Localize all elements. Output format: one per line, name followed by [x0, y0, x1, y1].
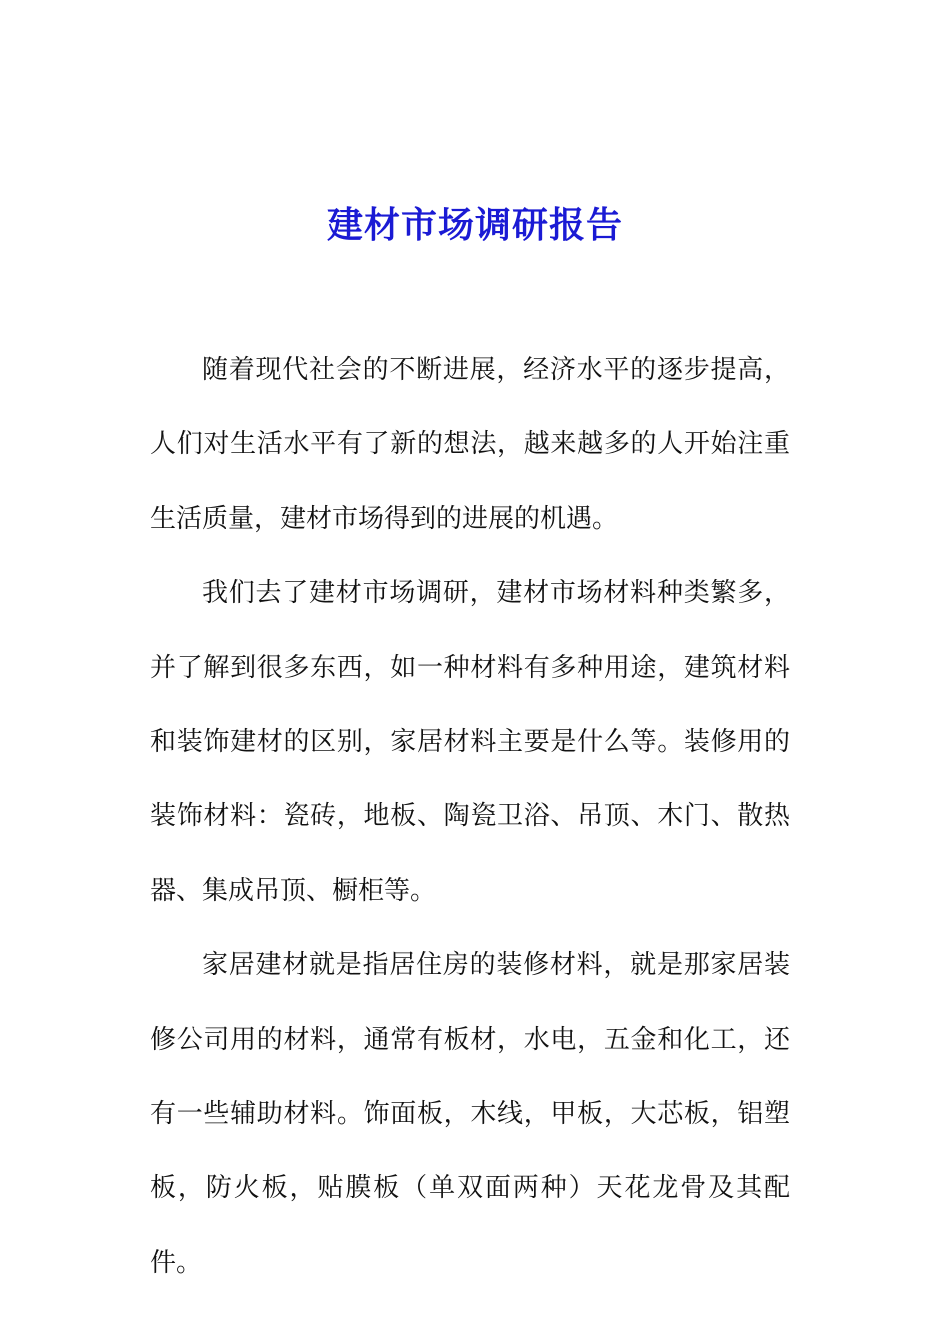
paragraph-market-visit: 我们去了建材市场调研，建材市场材料种类繁多，并了解到很多东西，如一种材料有多种用途，建筑材料和装饰建材的区别，家居材料主要是什么等。装修用的装饰材料：瓷砖，地板、陶瓷卫浴、吊顶、木门、散热器、集成吊顶、橱柜等。	[150, 578, 790, 906]
document-title: 建材市场调研报告	[326, 205, 623, 247]
document-body	[150, 333, 790, 1300]
paragraph-home-materials: 家居建材就是指居住房的装修材料，就是那家居装修公司用的材料，通常有板材，水电，五金和化工，还有一些辅助材料。饰面板，木线，甲板，大芯板，铝塑板，防火板，贴膜板（单双面两种）天花龙骨及其配件。	[150, 950, 790, 1278]
paragraph-intro: 随着现代社会的不断进展，经济水平的逐步提高，人们对生活水平有了新的想法，越来越多的人开始注重生活质量，建材市场得到的进展的机遇。	[150, 355, 790, 534]
